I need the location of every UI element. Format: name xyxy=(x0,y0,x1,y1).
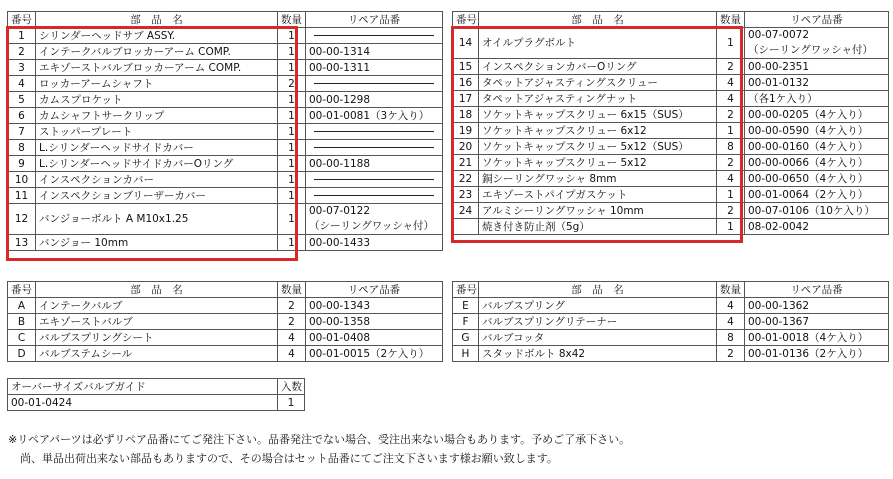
row-qty: 2 xyxy=(278,76,306,92)
row-qty: 1 xyxy=(278,140,306,156)
row-qty: 1 xyxy=(278,44,306,60)
table-row xyxy=(453,346,889,362)
row-name: オイルプラグボルト xyxy=(479,28,717,59)
row-no: G xyxy=(453,330,479,346)
row-qty: 1 xyxy=(717,28,745,59)
row-no: 12 xyxy=(8,204,36,235)
repair-code: 00-07-0122 xyxy=(309,205,371,217)
row-qty: 4 xyxy=(717,314,745,330)
table-row xyxy=(453,59,889,75)
row-name: ソケットキャップスクリュー 5x12 xyxy=(479,155,717,171)
row-repair xyxy=(306,140,443,156)
header-name: 部 品 名 xyxy=(479,12,717,28)
table-row xyxy=(453,75,889,91)
table-row xyxy=(8,44,443,60)
row-name: インテークバルブ xyxy=(36,298,278,314)
row-no: 1 xyxy=(8,28,36,44)
row-name: L.シリンダーヘッドサイドカバーOリング xyxy=(36,156,278,172)
valve-guide-table xyxy=(7,378,305,411)
row-repair: 00-00-1188 xyxy=(306,156,443,172)
table-row xyxy=(453,203,889,219)
row-no: 24 xyxy=(453,203,479,219)
table-row xyxy=(8,235,443,251)
row-qty: 1 xyxy=(717,123,745,139)
row-repair: 00-01-0136（2ケ入り） xyxy=(745,346,889,362)
table-row xyxy=(8,314,443,330)
row-name: バルブステムシール xyxy=(36,346,278,362)
row-name: アルミシーリングワッシャ 10mm xyxy=(479,203,717,219)
row-repair: 00-00-0590（4ケ入り） xyxy=(745,123,889,139)
valve-guide-code: 00-01-0424 xyxy=(8,395,278,411)
table-row xyxy=(8,108,443,124)
valve-guide-qty: 1 xyxy=(278,395,305,411)
table-row xyxy=(8,188,443,204)
row-no: 21 xyxy=(453,155,479,171)
row-no: 5 xyxy=(8,92,36,108)
row-no: 11 xyxy=(8,188,36,204)
header-name: 部 品 名 xyxy=(36,282,278,298)
row-repair: 00-00-0160（4ケ入り） xyxy=(745,139,889,155)
row-qty: 8 xyxy=(717,330,745,346)
table-row xyxy=(8,298,443,314)
row-qty: 1 xyxy=(278,28,306,44)
row-qty: 1 xyxy=(278,204,306,235)
row-no: 10 xyxy=(8,172,36,188)
header-repair: リペア品番 xyxy=(306,282,443,298)
row-no: 23 xyxy=(453,187,479,203)
repair-note: （シーリングワッシャ付） xyxy=(748,44,874,56)
header-qty: 数量 xyxy=(278,282,306,298)
row-name: インスペクションカバーOリング xyxy=(479,59,717,75)
row-name: L.シリンダーヘッドサイドカバー xyxy=(36,140,278,156)
table-row xyxy=(453,187,889,203)
table-row xyxy=(453,91,889,107)
row-repair xyxy=(306,204,443,235)
row-qty: 2 xyxy=(278,314,306,330)
row-repair: 08-02-0042 xyxy=(745,219,889,235)
row-repair xyxy=(306,188,443,204)
header-name: 部 品 名 xyxy=(479,282,717,298)
row-name: エキゾーストバルブ xyxy=(36,314,278,330)
row-qty: 2 xyxy=(717,155,745,171)
table-row xyxy=(453,298,889,314)
row-no: 13 xyxy=(8,235,36,251)
row-qty: 2 xyxy=(717,346,745,362)
row-no: 2 xyxy=(8,44,36,60)
parts-table-3 xyxy=(7,281,443,362)
table-row xyxy=(453,219,889,235)
row-name: エキゾーストパイプガスケット xyxy=(479,187,717,203)
row-repair: 00-00-0205（4ケ入り） xyxy=(745,107,889,123)
row-repair: 00-00-0066（4ケ入り） xyxy=(745,155,889,171)
row-name: エキゾーストバルブロッカーアーム COMP. xyxy=(36,60,278,76)
row-no: B xyxy=(8,314,36,330)
row-name: ロッカーアームシャフト xyxy=(36,76,278,92)
dash-line xyxy=(314,35,434,36)
row-name: バルブコッタ xyxy=(479,330,717,346)
row-repair: 00-01-0064（2ケ入り） xyxy=(745,187,889,203)
row-name: ストッパープレート xyxy=(36,124,278,140)
note-line-2: 尚、単品出荷出来ない部品もありますので、その場合はセット品番にてご注文下さいます様お願い致します。 xyxy=(20,452,558,465)
row-qty: 1 xyxy=(278,108,306,124)
row-qty: 1 xyxy=(278,156,306,172)
table-row xyxy=(8,28,443,44)
row-no: A xyxy=(8,298,36,314)
table-row xyxy=(8,60,443,76)
row-no: 3 xyxy=(8,60,36,76)
table-row xyxy=(453,171,889,187)
row-qty: 2 xyxy=(717,203,745,219)
table-row xyxy=(8,346,443,362)
row-name: 焼き付き防止剤（5g） xyxy=(479,219,717,235)
row-name: バンジョーボルト A M10x1.25 xyxy=(36,204,278,235)
valve-guide-label: オーバーサイズバルブガイド xyxy=(8,379,278,395)
row-repair: 00-00-1311 xyxy=(306,60,443,76)
table-row xyxy=(453,28,889,59)
header-qty: 数量 xyxy=(278,12,306,28)
row-qty: 4 xyxy=(278,346,306,362)
row-no: 19 xyxy=(453,123,479,139)
row-name: タペットアジャスティングスクリュー xyxy=(479,75,717,91)
row-name: インスペクションブリーザーカバー xyxy=(36,188,278,204)
table-row xyxy=(8,156,443,172)
dash-line xyxy=(314,179,434,180)
dash-line xyxy=(314,195,434,196)
row-qty: 1 xyxy=(717,187,745,203)
row-qty: 1 xyxy=(278,172,306,188)
header-repair: リペア品番 xyxy=(745,12,889,28)
row-qty: 4 xyxy=(717,75,745,91)
row-repair xyxy=(306,28,443,44)
row-repair: 00-00-1362 xyxy=(745,298,889,314)
row-repair xyxy=(306,124,443,140)
row-repair: 00-00-1298 xyxy=(306,92,443,108)
row-no: 6 xyxy=(8,108,36,124)
row-qty: 1 xyxy=(278,60,306,76)
row-name: バルブスプリングリテーナー xyxy=(479,314,717,330)
header-qty: 数量 xyxy=(717,282,745,298)
row-no: D xyxy=(8,346,36,362)
table-row xyxy=(8,172,443,188)
row-name: タペットアジャスティングナット xyxy=(479,91,717,107)
row-no: 9 xyxy=(8,156,36,172)
row-name: 銅シーリングワッシャ 8mm xyxy=(479,171,717,187)
row-repair: 00-01-0015（2ケ入り） xyxy=(306,346,443,362)
row-qty: 1 xyxy=(717,219,745,235)
row-no: 14 xyxy=(453,28,479,59)
table-row xyxy=(453,107,889,123)
row-qty: 2 xyxy=(717,107,745,123)
row-repair: 00-00-1314 xyxy=(306,44,443,60)
table-row xyxy=(453,123,889,139)
row-name: インテークバルブロッカーアーム COMP. xyxy=(36,44,278,60)
table-row xyxy=(8,330,443,346)
row-repair: 00-00-1358 xyxy=(306,314,443,330)
row-qty: 2 xyxy=(717,59,745,75)
row-name: カムシャフトサークリップ xyxy=(36,108,278,124)
row-qty: 2 xyxy=(278,298,306,314)
table-row xyxy=(453,330,889,346)
row-repair: 00-01-0132 xyxy=(745,75,889,91)
row-repair: 00-01-0408 xyxy=(306,330,443,346)
row-no: 18 xyxy=(453,107,479,123)
row-no: 17 xyxy=(453,91,479,107)
dash-line xyxy=(314,131,434,132)
row-no: 22 xyxy=(453,171,479,187)
row-no: H xyxy=(453,346,479,362)
row-name: ソケットキャップスクリュー 5x12（SUS） xyxy=(479,139,717,155)
row-qty: 1 xyxy=(278,124,306,140)
row-repair: 00-00-2351 xyxy=(745,59,889,75)
row-name: カムスプロケット xyxy=(36,92,278,108)
header-no: 番号 xyxy=(453,282,479,298)
row-name: シリンダーヘッドサブ ASSY. xyxy=(36,28,278,44)
parts-table-2 xyxy=(452,11,889,235)
row-repair: 00-07-0106（10ケ入り） xyxy=(745,203,889,219)
row-qty: 4 xyxy=(717,91,745,107)
note-line-1: ※リペアパーツは必ずリペア品番にてご発注下さい。品番発注でない場合、受注出来ない場合もあります。予めご了承下さい。 xyxy=(8,433,631,446)
table-row xyxy=(8,204,443,235)
row-qty: 4 xyxy=(278,330,306,346)
table-row xyxy=(8,124,443,140)
row-name: バルブスプリングシート xyxy=(36,330,278,346)
row-repair: （各1ケ入り） xyxy=(745,91,889,107)
row-name: バンジョー 10mm xyxy=(36,235,278,251)
row-repair: 00-01-0018（4ケ入り） xyxy=(745,330,889,346)
row-name: ソケットキャップスクリュー 6x15（SUS） xyxy=(479,107,717,123)
header-no: 番号 xyxy=(453,12,479,28)
row-name: インスペクションカバー xyxy=(36,172,278,188)
table-row xyxy=(453,155,889,171)
row-repair xyxy=(306,76,443,92)
table-row xyxy=(8,76,443,92)
row-no: 20 xyxy=(453,139,479,155)
dash-line xyxy=(314,147,434,148)
repair-code: 00-07-0072 xyxy=(748,29,810,41)
row-repair: 00-00-1433 xyxy=(306,235,443,251)
header-qty-in: 入数 xyxy=(278,379,305,395)
row-repair: 00-01-0081（3ケ入り） xyxy=(306,108,443,124)
table-row xyxy=(8,92,443,108)
header-repair: リペア品番 xyxy=(745,282,889,298)
row-repair xyxy=(306,172,443,188)
row-qty: 1 xyxy=(278,92,306,108)
row-no: E xyxy=(453,298,479,314)
parts-table-4 xyxy=(452,281,889,362)
dash-line xyxy=(314,83,434,84)
header-no: 番号 xyxy=(8,282,36,298)
table-row xyxy=(453,314,889,330)
row-no: F xyxy=(453,314,479,330)
header-qty: 数量 xyxy=(717,12,745,28)
repair-note: （シーリングワッシャ付） xyxy=(309,220,435,232)
row-no: 15 xyxy=(453,59,479,75)
table-row xyxy=(453,139,889,155)
row-no: 7 xyxy=(8,124,36,140)
row-repair: 00-00-1367 xyxy=(745,314,889,330)
row-qty: 1 xyxy=(278,188,306,204)
row-qty: 4 xyxy=(717,171,745,187)
row-no: 16 xyxy=(453,75,479,91)
row-qty: 8 xyxy=(717,139,745,155)
row-qty: 4 xyxy=(717,298,745,314)
row-name: バルブスプリング xyxy=(479,298,717,314)
row-no: 4 xyxy=(8,76,36,92)
row-repair: 00-00-1343 xyxy=(306,298,443,314)
parts-table-1 xyxy=(7,11,443,251)
row-name: スタッドボルト 8x42 xyxy=(479,346,717,362)
header-no: 番号 xyxy=(8,12,36,28)
row-no: 8 xyxy=(8,140,36,156)
row-qty: 1 xyxy=(278,235,306,251)
table-row xyxy=(8,140,443,156)
row-no xyxy=(453,219,479,235)
row-name: ソケットキャップスクリュー 6x12 xyxy=(479,123,717,139)
header-repair: リペア品番 xyxy=(306,12,443,28)
row-no: C xyxy=(8,330,36,346)
header-name: 部 品 名 xyxy=(36,12,278,28)
row-repair xyxy=(745,28,889,59)
row-repair: 00-00-0650（4ケ入り） xyxy=(745,171,889,187)
